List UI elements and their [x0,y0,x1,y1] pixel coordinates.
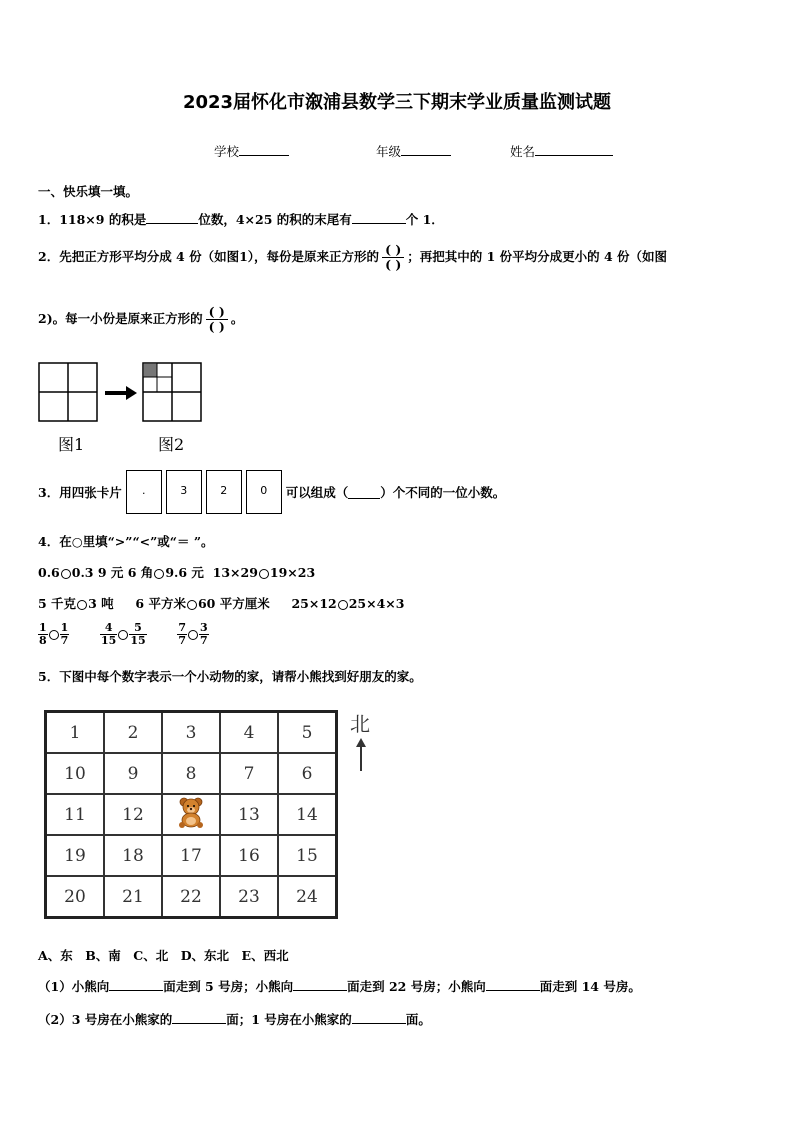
q5-sub-2 [38,1010,431,1028]
q4-r1-left-2: 9 元 6 角 [97,565,154,580]
house-cell[interactable]: 19 [46,835,105,876]
q5-sub1-text-d: 面走到 14 号房。 [539,979,641,994]
house-cell[interactable]: 14 [278,794,337,835]
house-cell[interactable]: 17 [162,835,220,876]
house-cell[interactable]: 12 [104,794,162,835]
q2-text-2: ；再把其中的 1 份平均分成更小的 4 份（如图 [407,249,668,264]
compare-circle[interactable] [49,630,59,640]
school-blank[interactable] [239,143,289,156]
house-cell[interactable]: 20 [46,876,105,918]
q5-sub2-blank-2[interactable] [352,1011,406,1024]
map-row [46,712,337,754]
q5-sub1-text-c: 面走到 22 号房；小熊向 [347,979,486,994]
house-cell[interactable]: 22 [162,876,220,918]
q2-fraction-1[interactable] [382,243,404,272]
figure-2-square [142,362,204,424]
compare-circle[interactable] [154,569,164,579]
house-cell[interactable]: 10 [46,753,105,794]
house-cell[interactable]: 8 [162,753,220,794]
compare-circle[interactable] [188,630,198,640]
figure-1-label: 图1 [58,435,85,454]
page-title: 2023届怀化市溆浦县数学三下期末学业质量监测试题 [182,92,612,113]
card-0: 0 [246,470,282,514]
bear-icon [176,796,206,828]
fraction: $\frac{3}{7}$ [200,621,208,647]
grade-field [376,142,451,160]
q4-row-2 [38,594,404,612]
q2-frac2-num: ( ) [206,305,228,320]
house-map-grid [44,710,338,919]
q5-sub-1 [38,977,641,995]
q2-frac1-den: ( ) [385,257,402,272]
q2-fraction-2[interactable] [206,305,228,334]
fraction: $\frac{1}{8}$ [39,621,47,647]
grade-label: 年级 [376,144,402,159]
figure-2-label: 图2 [158,435,185,454]
q3-text-3: ）个不同的一位小数。 [380,485,506,500]
q5-sub1-blank-3[interactable] [486,978,540,991]
compare-circle[interactable] [259,569,269,579]
q1-text-2: 位数，4×25 的积的末尾有 [198,212,352,227]
q2-text-3: 2)。每一小份是原来正方形的 [38,311,203,326]
map-row [46,794,337,835]
q4-r2-right-1: 3 吨 [88,596,114,611]
name-field [510,142,613,160]
question-3 [38,470,505,514]
q2-frac1-num: ( ) [382,243,404,258]
house-cell[interactable]: 7 [220,753,278,794]
house-cell[interactable]: 11 [46,794,105,835]
compare-circle[interactable] [61,569,71,579]
fraction: $\frac{7}{7}$ [178,621,187,647]
q4-row-1 [38,563,315,581]
school-label: 学校 [214,144,240,159]
map-row [46,835,337,876]
house-cell[interactable]: 5 [278,712,337,754]
card-decimal-point: . [126,470,162,514]
q1-blank-2[interactable] [352,211,406,224]
q4-r1-left-1: 0.6 [38,565,60,580]
q3-text-1: 3．用四张卡片 [38,485,122,500]
q4-r1-right-2: 9.6 元 [165,565,204,580]
north-arrow-icon [354,738,368,772]
q5-sub1-blank-2[interactable] [293,978,347,991]
q1-text-1: 1．118×9 的积是 [38,212,147,227]
q5-options: A、东 B、南 C、北 D、东北 E、西北 [38,948,289,963]
house-cell[interactable]: 4 [220,712,278,754]
q2-text-1: 2．先把正方形平均分成 4 份（如图1），每份是原来正方形的 [38,249,380,264]
fraction: $\frac{5}{15}$ [130,621,146,647]
q5-sub2-text-c: 面。 [405,1012,431,1027]
house-cell[interactable]: 1 [46,712,105,754]
q5-sub2-text-a: （2）3 号房在小熊家的 [38,1012,173,1027]
q4-row-3 [38,622,209,647]
north-label: 北 [350,712,370,736]
q4-r2-right-3: 25×4×3 [348,596,405,611]
q1-text-3: 个 1． [405,212,444,227]
q4-r2-left-2: 6 平方米 [135,596,186,611]
house-cell[interactable]: 13 [220,794,278,835]
compare-circle[interactable] [187,600,197,610]
question-1 [38,210,444,228]
compare-circle[interactable] [77,600,87,610]
house-cell[interactable]: 23 [220,876,278,918]
section-heading: 一、快乐填一填。 [38,184,139,199]
map-row [46,753,337,794]
card-3: 3 [166,470,202,514]
question-4-prompt: 4．在○里填“>”“<”或“＝ ”。 [38,534,214,549]
q3-text-2: 可以组成（ [285,485,349,500]
school-field [214,142,289,160]
fraction: $\frac{1}{7}$ [60,621,69,647]
grade-blank[interactable] [401,143,451,156]
compare-circle[interactable] [338,600,348,610]
q2-frac2-den: ( ) [208,319,225,334]
bear-cell [162,794,220,835]
q1-blank-1[interactable] [146,211,198,224]
figure-1-square [38,362,100,424]
q4-r1-right-3: 19×23 [269,565,316,580]
arrow-right-icon [104,385,138,401]
house-cell[interactable]: 6 [278,753,337,794]
q4-r2-right-2: 60 平方厘米 [197,596,270,611]
house-cell[interactable]: 9 [104,753,162,794]
q5-sub1-text-b: 面走到 5 号房；小熊向 [163,979,294,994]
q5-sub1-text-a: （1）小熊向 [38,979,110,994]
question-2-line-2 [38,305,243,334]
house-cell[interactable]: 21 [104,876,162,918]
house-cell[interactable]: 15 [278,835,337,876]
card-2: 2 [206,470,242,514]
house-cell[interactable]: 16 [220,835,278,876]
q3-blank[interactable] [348,486,380,499]
compare-circle[interactable] [118,630,128,640]
question-2-line-1 [38,243,667,272]
q4-r2-left-1: 5 千克 [38,596,77,611]
question-5-prompt: 5．下图中每个数字表示一个小动物的家，请帮小熊找到好朋友的家。 [38,669,422,684]
q4-r1-left-3: 13×29 [212,565,258,580]
name-label: 姓名 [510,144,536,159]
q4-r2-left-3: 25×12 [291,596,337,611]
q4-r1-right-1: 0.3 [71,565,94,580]
house-cell[interactable]: 2 [104,712,162,754]
q5-sub2-blank-1[interactable] [172,1011,226,1024]
q2-text-4: 。 [230,311,244,326]
name-blank[interactable] [535,143,613,156]
house-cell[interactable]: 24 [278,876,337,918]
house-cell[interactable]: 18 [104,835,162,876]
map-row [46,876,337,918]
q5-sub1-blank-1[interactable] [109,978,163,991]
house-cell[interactable]: 3 [162,712,220,754]
fraction: $\frac{4}{15}$ [101,621,117,647]
q5-sub2-text-b: 面；1 号房在小熊家的 [226,1012,352,1027]
